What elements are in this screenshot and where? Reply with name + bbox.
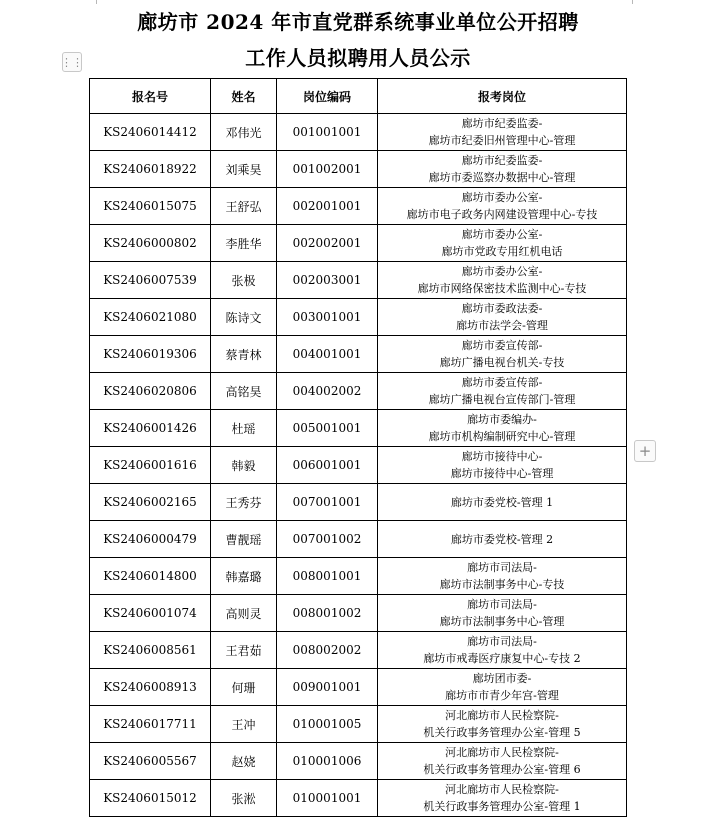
table-row (90, 669, 627, 706)
cell-position-code: 008001001 (277, 558, 378, 595)
header-position-code: 岗位编码 (277, 79, 378, 114)
position-line: 廊坊广播电视台机关-专技 (439, 356, 565, 369)
table-header-row (90, 79, 627, 114)
cell-applied-position (378, 669, 627, 706)
table-row (90, 558, 627, 595)
table-row (90, 299, 627, 336)
cell-registration-id: KS2406008913 (90, 669, 211, 706)
cell-applied-position (378, 410, 627, 447)
header-name: 姓名 (211, 79, 277, 114)
position-line: 廊坊市司法局- (467, 598, 537, 611)
position-line: 廊坊市接待中心-管理 (450, 467, 554, 480)
page-edge-right (632, 0, 633, 4)
position-line: 廊坊市委巡察办数据中心-管理 (428, 171, 576, 184)
cell-registration-id: KS2406007539 (90, 262, 211, 299)
position-line: 机关行政事务管理办公室-管理 5 (423, 726, 581, 739)
table-row (90, 225, 627, 262)
position-line: 廊坊市电子政务内网建设管理中心-专技 (406, 208, 598, 221)
cell-position-code: 004001001 (277, 336, 378, 373)
table-row (90, 706, 627, 743)
table-row (90, 410, 627, 447)
position-line: 廊坊市党政专用红机电话 (441, 245, 563, 258)
candidates-table (89, 78, 627, 817)
table-row (90, 114, 627, 151)
position-line: 廊坊市接待中心- (461, 450, 543, 463)
cell-registration-id: KS2406000479 (90, 521, 211, 558)
position-line: 廊坊市司法局- (467, 561, 537, 574)
cell-name: 王秀芬 (211, 484, 277, 521)
cell-name: 高则灵 (211, 595, 277, 632)
cell-name: 陈诗文 (211, 299, 277, 336)
cell-position-code: 004002002 (277, 373, 378, 410)
cell-position-code: 002002001 (277, 225, 378, 262)
position-line: 廊坊市戒毒医疗康复中心-专技 2 (423, 652, 581, 665)
cell-applied-position (378, 262, 627, 299)
cell-registration-id: KS2406001426 (90, 410, 211, 447)
header-applied-position: 报考岗位 (378, 79, 627, 114)
position-line: 廊坊市委宣传部- (461, 376, 543, 389)
cell-name: 蔡青林 (211, 336, 277, 373)
cell-applied-position (378, 373, 627, 410)
table-row (90, 447, 627, 484)
cell-applied-position (378, 299, 627, 336)
position-line: 廊坊团市委- (472, 672, 532, 685)
position-line: 廊坊市司法局- (467, 635, 537, 648)
position-line: 廊坊市委办公室- (461, 191, 543, 204)
cell-name: 高铭昊 (211, 373, 277, 410)
position-line: 廊坊市委政法委- (461, 302, 543, 315)
cell-applied-position (378, 151, 627, 188)
table-row (90, 632, 627, 669)
cell-applied-position (378, 521, 627, 558)
table-row (90, 780, 627, 817)
cell-applied-position (378, 225, 627, 262)
cell-registration-id: KS2406019306 (90, 336, 211, 373)
page-title: 廊坊市 2024 年市直党群系统事业单位公开招聘 (137, 10, 579, 34)
cell-name: 邓伟光 (211, 114, 277, 151)
position-line: 廊坊市机构编制研究中心-管理 (428, 430, 576, 443)
table-row (90, 743, 627, 780)
cell-position-code: 005001001 (277, 410, 378, 447)
cell-position-code: 010001006 (277, 743, 378, 780)
cell-position-code: 008002002 (277, 632, 378, 669)
cell-applied-position (378, 188, 627, 225)
add-column-plus-icon[interactable]: + (634, 440, 656, 462)
position-line: 廊坊市法制事务中心-管理 (439, 615, 565, 628)
cell-registration-id: KS2406001616 (90, 447, 211, 484)
position-line: 廊坊市法制事务中心-专技 (439, 578, 565, 591)
position-line: 廊坊市纪委监委- (461, 117, 543, 130)
cell-applied-position (378, 114, 627, 151)
cell-name: 王冲 (211, 706, 277, 743)
cell-name: 赵娆 (211, 743, 277, 780)
table-drag-handle-icon[interactable]: ⋮⋮ (62, 52, 82, 72)
table-row (90, 595, 627, 632)
cell-position-code: 007001002 (277, 521, 378, 558)
table-row (90, 262, 627, 299)
cell-registration-id: KS2406017711 (90, 706, 211, 743)
cell-name: 刘乘昊 (211, 151, 277, 188)
table-row (90, 188, 627, 225)
cell-applied-position (378, 706, 627, 743)
position-line: 机关行政事务管理办公室-管理 6 (423, 763, 581, 776)
header-registration-id: 报名号 (90, 79, 211, 114)
position-line: 廊坊市纪委旧州管理中心-管理 (428, 134, 576, 147)
cell-applied-position (378, 447, 627, 484)
table-row (90, 151, 627, 188)
table-row (90, 521, 627, 558)
cell-registration-id: KS2406005567 (90, 743, 211, 780)
cell-position-code: 010001005 (277, 706, 378, 743)
position-line: 廊坊市委党校-管理 1 (450, 495, 554, 509)
cell-registration-id: KS2406014412 (90, 114, 211, 151)
cell-position-code: 002001001 (277, 188, 378, 225)
page-subtitle: 工作人员拟聘用人员公示 (245, 46, 471, 70)
cell-registration-id: KS2406001074 (90, 595, 211, 632)
cell-name: 张淞 (211, 780, 277, 817)
cell-position-code: 006001001 (277, 447, 378, 484)
cell-position-code: 009001001 (277, 669, 378, 706)
cell-name: 李胜华 (211, 225, 277, 262)
cell-registration-id: KS2406014800 (90, 558, 211, 595)
position-line: 河北廊坊市人民检察院- (445, 709, 559, 722)
cell-registration-id: KS2406002165 (90, 484, 211, 521)
cell-position-code: 002003001 (277, 262, 378, 299)
cell-applied-position (378, 558, 627, 595)
cell-name: 杜瑶 (211, 410, 277, 447)
cell-name: 曹靓瑶 (211, 521, 277, 558)
cell-name: 韩毅 (211, 447, 277, 484)
position-line: 河北廊坊市人民检察院- (445, 746, 559, 759)
position-line: 廊坊广播电视台宣传部门-管理 (428, 393, 576, 406)
cell-position-code: 001001001 (277, 114, 378, 151)
cell-applied-position (378, 336, 627, 373)
cell-name: 张极 (211, 262, 277, 299)
cell-registration-id: KS2406020806 (90, 373, 211, 410)
cell-position-code: 007001001 (277, 484, 378, 521)
position-line: 廊坊市委办公室- (461, 228, 543, 241)
cell-applied-position (378, 595, 627, 632)
page-edge-left (96, 0, 97, 4)
table-row (90, 484, 627, 521)
cell-registration-id: KS2406000802 (90, 225, 211, 262)
position-line: 廊坊市委办公室- (461, 265, 543, 278)
cell-applied-position (378, 484, 627, 521)
cell-name: 何珊 (211, 669, 277, 706)
position-line: 廊坊市市青少年宫-管理 (445, 689, 559, 702)
cell-registration-id: KS2406018922 (90, 151, 211, 188)
position-line: 河北廊坊市人民检察院- (445, 783, 559, 796)
position-line: 廊坊市网络保密技术监测中心-专技 (417, 282, 587, 295)
cell-registration-id: KS2406021080 (90, 299, 211, 336)
position-line: 廊坊市法学会-管理 (456, 319, 548, 332)
position-line: 廊坊市委编办- (467, 413, 537, 426)
cell-applied-position (378, 743, 627, 780)
cell-name: 韩嘉璐 (211, 558, 277, 595)
table-row (90, 336, 627, 373)
position-line: 机关行政事务管理办公室-管理 1 (423, 800, 581, 813)
cell-applied-position (378, 632, 627, 669)
cell-position-code: 001002001 (277, 151, 378, 188)
cell-position-code: 003001001 (277, 299, 378, 336)
cell-registration-id: KS2406015075 (90, 188, 211, 225)
cell-name: 王舒弘 (211, 188, 277, 225)
cell-registration-id: KS2406008561 (90, 632, 211, 669)
cell-position-code: 010001001 (277, 780, 378, 817)
cell-registration-id: KS2406015012 (90, 780, 211, 817)
position-line: 廊坊市纪委监委- (461, 154, 543, 167)
cell-name: 王君茹 (211, 632, 277, 669)
position-line: 廊坊市委党校-管理 2 (450, 532, 554, 546)
position-line: 廊坊市委宣传部- (461, 339, 543, 352)
cell-position-code: 008001002 (277, 595, 378, 632)
table-row (90, 373, 627, 410)
cell-applied-position (378, 780, 627, 817)
